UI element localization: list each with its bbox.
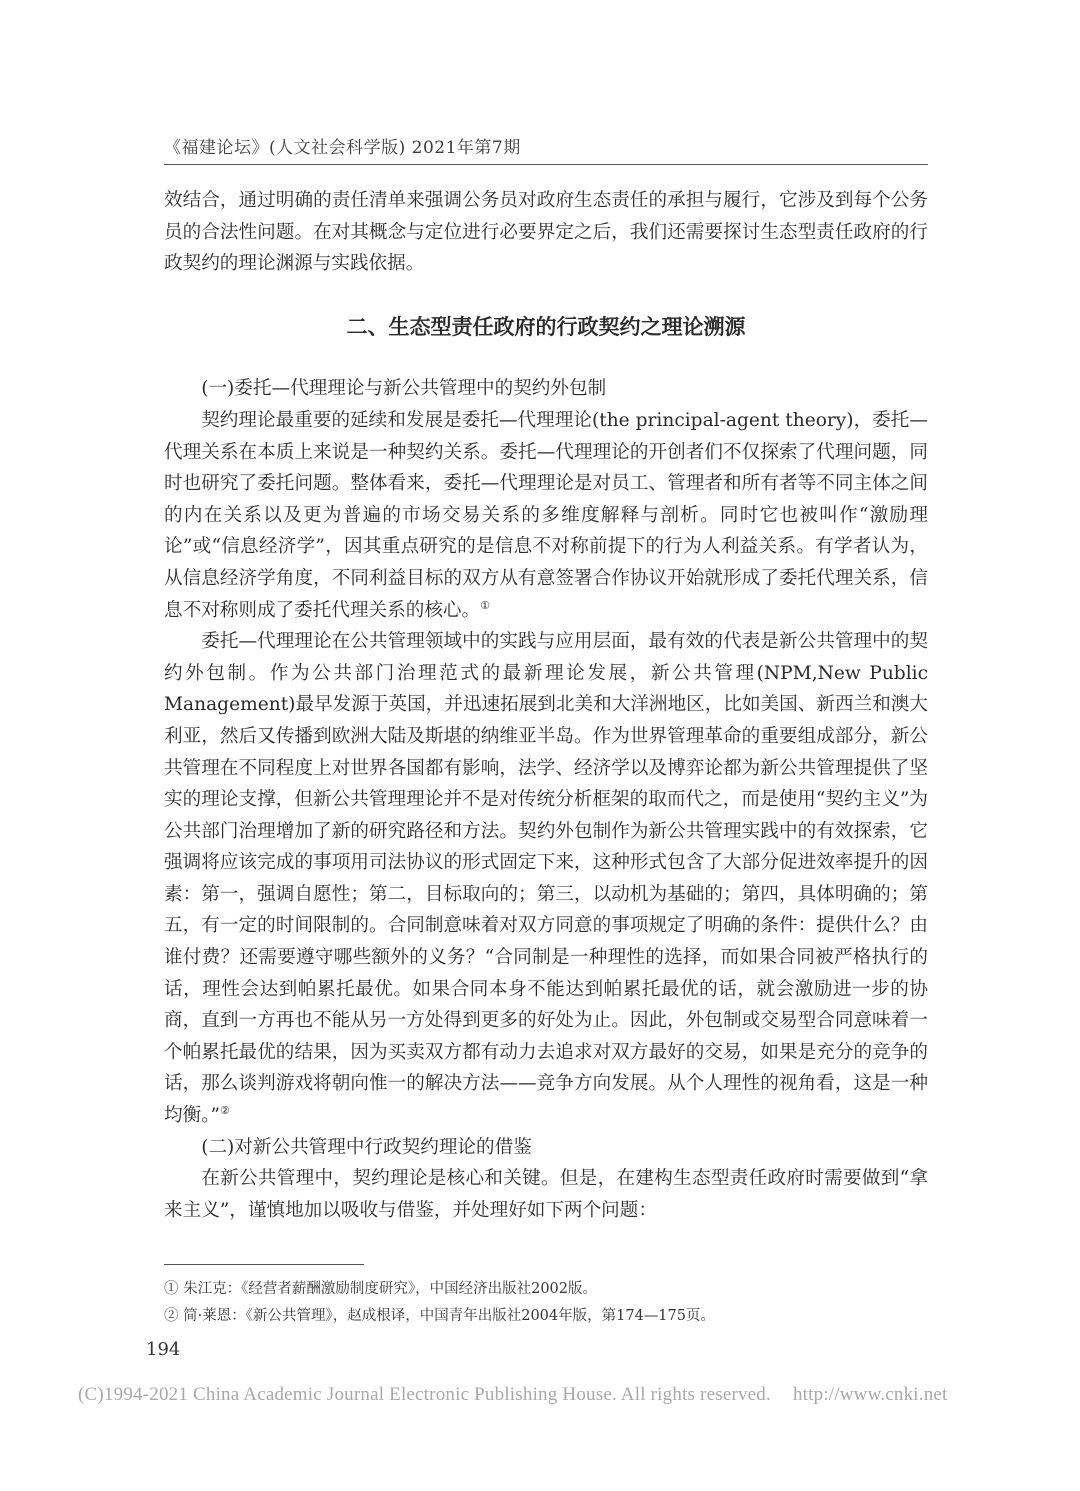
header-rule [164, 164, 928, 165]
footnote-1: ① 朱江克：《经营者薪酬激励制度研究》，中国经济出版社2002版。 [164, 1281, 598, 1297]
footnote-ref-1: ① [480, 598, 490, 612]
copyright-url: http://www.cnki.net [792, 1384, 948, 1405]
subsection-heading-1: (一)委托—代理理论与新公共管理中的契约外包制 [201, 378, 607, 400]
footnote-2: ② 简·莱恩：《新公共管理》，赵成根译，中国青年出版社2004年版，第174—175页。 [164, 1308, 715, 1324]
running-header: 《福建论坛》(人文社会科学版) 2021年第7期 [164, 138, 521, 158]
copyright-text: (C)1994-2021 China Academic Journal Electronic Publishing House. All rights reserved. [78, 1384, 771, 1405]
paragraph-contract-theory: 在新公共管理中，契约理论是核心和关键。但是，在建构生态型责任政府时需要做到“拿来主义”，谨慎地加以吸收与借鉴，并处理好如下两个问题： [164, 1168, 928, 1221]
page-number: 194 [146, 1339, 181, 1360]
copyright-notice [78, 1384, 1018, 1406]
subsection-heading-2: (二)对新公共管理中行政契约理论的借鉴 [201, 1136, 532, 1158]
footnotes [164, 1276, 928, 1330]
paragraph-npm: 委托—代理理论在公共管理领域中的实践与应用层面，最有效的代表是新公共管理中的契约外包制。作为公共部门治理范式的最新理论发展，新公共管理(NPM,New Public Management)最早发源于英国，并迅速拓展到北美和大洋洲地区，比如美国、新西兰和澳大利亚，然后又传播到欧洲大陆及斯堪的纳维亚半岛。作为世界管理革命的重要组成部分，新公共管理在不同程度上对世界各国都有影响，法学、经济学以及博弈论都为新公共管理提供了坚实的理论支撑，但新公共管理理论并不是对传统分析框架的取而代之，而是使用“契约主义”为公共部门治理增加了新的研究路径和方法。契约外包制作为新公共管理实践中的有效探索，它强调将应该完成的事项用司法协议的形式固定下来，这种形式包含了大部分促进效率提升的因素：第一，强调自愿性；第二，目标取向的；第三，以动机为基础的；第四，具体明确的；第五，有一定的时间限制的。合同制意味着对双方同意的事项规定了明确的条件：提供什么？由谁付费？还需要遵守哪些额外的义务？“合同制是一种理性的选择，而如果合同被严格执行的话，理性会达到帕累托最优。如果合同本身不能达到帕累托最优的话，就会激励进一步的协商，直到一方再也不能从另一方处得到更多的好处为止。因此，外包制或交易型合同意味着一个帕累托最优的结果，因为买卖双方都有动力去追求对双方最好的交易，如果是充分的竞争的话，那么谈判游戏将朝向惟一的解决方法——竞争方向发展。从个人理性的视角看，这是一种均衡。”② [164, 631, 928, 1127]
section-title: 二、生态型责任政府的行政契约之理论溯源 [346, 314, 746, 339]
footnote-ref-2: ② [220, 1103, 230, 1117]
paragraph-principal-agent: 契约理论最重要的延续和发展是委托—代理理论(the principal-agent theory)，委托—代理关系在本质上来说是一种契约关系。委托—代理理论的开创者们不仅探索了代理问题，同时也研究了委托问题。整体看来，委托—代理理论是对员工、管理者和所有者等不同主体之间的内在关系以及更为普遍的市场交易关系的多维度解释与剖析。同时它也被叫作“激励理论”或“信息经济学”，因其重点研究的是信息不对称前提下的行为人利益关系。有学者认为，从信息经济学角度，不同利益目标的双方从有意签署合作协议开始就形成了委托代理关系，信息不对称则成了委托代理关系的核心。① [164, 409, 928, 621]
article-body [164, 185, 928, 1226]
intro-paragraph: 效结合，通过明确的责任清单来强调公务员对政府生态责任的承担与履行，它涉及到每个公务员的合法性问题。在对其概念与定位进行必要界定之后，我们还需要探讨生态型责任政府的行政契约的理论渊源与实践依据。 [164, 190, 928, 275]
footnote-rule [164, 1264, 364, 1265]
